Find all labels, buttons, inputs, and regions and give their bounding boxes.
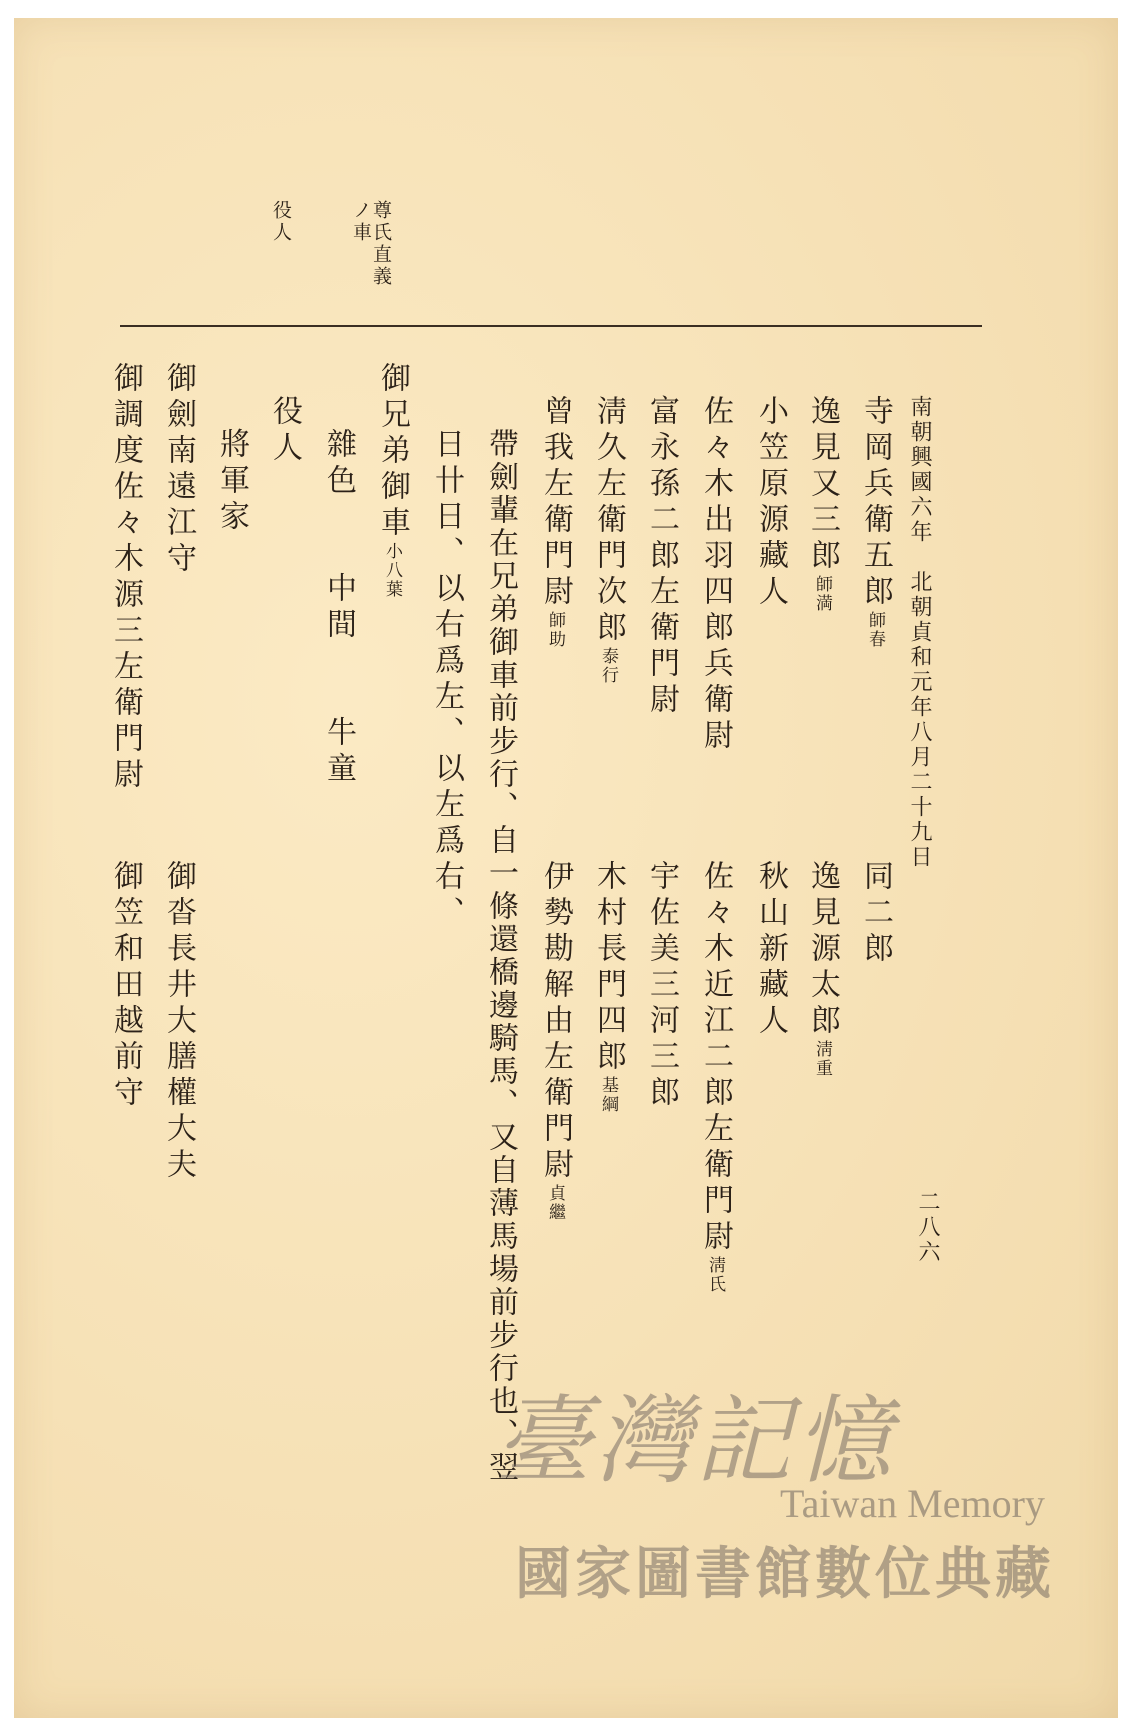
watermark-english: Taiwan Memory bbox=[780, 1481, 1045, 1526]
lower-col-7: 伊勢勘解由左衛門尉貞繼 bbox=[538, 860, 573, 1222]
upper-col-7: 曾我左衛門尉師助 bbox=[538, 395, 573, 649]
page-number: 二八六 bbox=[915, 1190, 940, 1265]
lower-col-8: 御沓長井大膳權大夫 bbox=[161, 860, 196, 1184]
horizontal-rule bbox=[120, 325, 982, 327]
upper-col-13: 將軍家 bbox=[214, 428, 249, 536]
lower-col-6: 木村長門四郎基綱 bbox=[591, 860, 626, 1114]
upper-col-12: 役人 bbox=[267, 395, 302, 467]
upper-col-10: 御兄弟御車小八葉 bbox=[375, 362, 410, 599]
upper-col-2: 逸見又三郎師満 bbox=[805, 395, 840, 613]
upper-col-11: 雜色 中間 牛童 bbox=[321, 428, 356, 788]
date-header: 南朝興國六年 北朝貞和元年八月二十九日 bbox=[907, 395, 932, 870]
upper-col-1: 寺岡兵衛五郎師春 bbox=[858, 395, 893, 649]
watermark-logo: 臺灣記憶 bbox=[495, 1385, 895, 1497]
upper-col-4: 佐々木出羽四郎兵衛尉 bbox=[698, 395, 733, 755]
upper-col-3: 小笠原源藏人 bbox=[753, 395, 788, 611]
lower-col-2: 逸見源太郎淸重 bbox=[805, 860, 840, 1078]
upper-col-5: 富永孫二郎左衛門尉 bbox=[644, 395, 679, 719]
lower-col-3: 秋山新藏人 bbox=[753, 860, 788, 1040]
watermark-library: 國家圖書館數位典藏 bbox=[515, 1542, 1055, 1607]
upper-col-8: 帶劍輩在兄弟御車前步行、自一條還橋邊騎馬、又自薄馬場前步行也、翌 bbox=[483, 428, 518, 1484]
lower-col-5: 宇佐美三河三郎 bbox=[644, 860, 679, 1112]
lower-col-1: 同二郎 bbox=[858, 860, 893, 968]
upper-col-6: 淸久左衛門次郎泰行 bbox=[591, 395, 626, 685]
top-note-line1: 尊氏直義 bbox=[370, 200, 392, 288]
top-note-line2: ノ車 bbox=[350, 200, 372, 244]
upper-col-15: 御調度佐々木源三左衛門尉 bbox=[108, 362, 143, 794]
upper-col-14: 御劍南遠江守 bbox=[161, 362, 196, 578]
upper-col-9: 日卄日、以右爲左、以左爲右、 bbox=[429, 428, 464, 932]
lower-col-9: 御笠和田越前守 bbox=[108, 860, 143, 1112]
lower-col-4: 佐々木近江二郎左衛門尉淸氏 bbox=[698, 860, 733, 1294]
top-role-label: 役人 bbox=[270, 200, 292, 244]
